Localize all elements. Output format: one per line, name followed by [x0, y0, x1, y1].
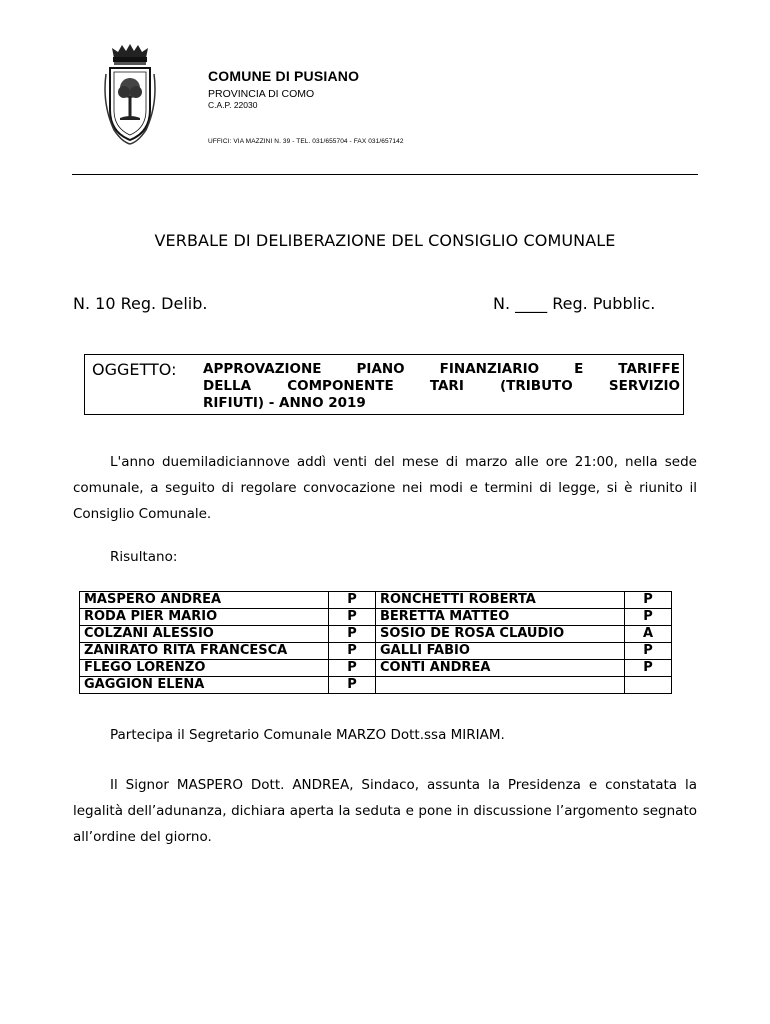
subject-line: DELLA COMPONENTE TARI (TRIBUTO SERVIZIO: [203, 378, 680, 394]
member-status: P: [329, 643, 376, 660]
table-row: [80, 592, 672, 609]
header-divider: [72, 174, 698, 175]
office-contacts: UFFICI: VIA MAZZINI N. 39 - TEL. 031/655704 - FAX 031/657142: [208, 138, 404, 145]
member-status: P: [329, 626, 376, 643]
member-name: RODA PIER MARIO: [80, 609, 329, 626]
table-row: [80, 626, 672, 643]
subject-label: OGGETTO:: [92, 360, 177, 379]
member-name: ZANIRATO RITA FRANCESCA: [80, 643, 329, 660]
president-paragraph: Il Signor MASPERO Dott. ANDREA, Sindaco, assunta la Presidenza e constatata la legalità dell’adunanza, dichiara aperta la seduta e pone in discussione l’argomento segnato all’ordine del giorno.: [73, 777, 697, 845]
member-status: P: [329, 592, 376, 609]
table-row: [80, 677, 672, 694]
member-status: [625, 677, 672, 694]
secretary-paragraph: Partecipa il Segretario Comunale MARZO Dott.ssa MIRIAM.: [110, 727, 505, 743]
member-name: BERETTA MATTEO: [376, 609, 625, 626]
subject-line: APPROVAZIONE PIANO FINANZIARIO E TARIFFE: [203, 361, 680, 377]
member-name: MASPERO ANDREA: [80, 592, 329, 609]
member-status: P: [625, 643, 672, 660]
member-name: RONCHETTI ROBERTA: [376, 592, 625, 609]
member-status: P: [625, 660, 672, 677]
member-status: P: [625, 609, 672, 626]
member-name: SOSIO DE ROSA CLAUDIO: [376, 626, 625, 643]
member-status: P: [625, 592, 672, 609]
attendance-table: [79, 591, 672, 694]
table-row: [80, 660, 672, 677]
table-row: [80, 643, 672, 660]
intro-paragraph: L'anno duemiladiciannove addì venti del mese di marzo alle ore 21:00, nella sede comunale, a seguito di regolare convocazione nei modi e termini di legge, si è riunito il Consiglio Comunale.: [73, 454, 697, 522]
member-name: [376, 677, 625, 694]
table-row: [80, 609, 672, 626]
deliberation-register-number: N. 10 Reg. Delib.: [73, 294, 208, 313]
document-title: VERBALE DI DELIBERAZIONE DEL CONSIGLIO COMUNALE: [154, 231, 616, 250]
municipal-crest-icon: [100, 44, 160, 146]
subject-text: [203, 361, 680, 412]
member-name: CONTI ANDREA: [376, 660, 625, 677]
attendance-label: Risultano:: [110, 549, 178, 565]
member-status: P: [329, 677, 376, 694]
member-name: FLEGO LORENZO: [80, 660, 329, 677]
member-status: P: [329, 660, 376, 677]
member-name: GAGGION ELENA: [80, 677, 329, 694]
postal-code: C.A.P. 22030: [208, 100, 258, 110]
publication-register-number: N. ____ Reg. Pubblic.: [493, 294, 656, 313]
member-name: GALLI FABIO: [376, 643, 625, 660]
member-name: COLZANI ALESSIO: [80, 626, 329, 643]
member-status: A: [625, 626, 672, 643]
municipality-name: COMUNE DI PUSIANO: [208, 68, 360, 84]
subject-line: RIFIUTI) - ANNO 2019: [203, 395, 366, 411]
province-name: PROVINCIA DI COMO: [208, 88, 315, 100]
member-status: P: [329, 609, 376, 626]
